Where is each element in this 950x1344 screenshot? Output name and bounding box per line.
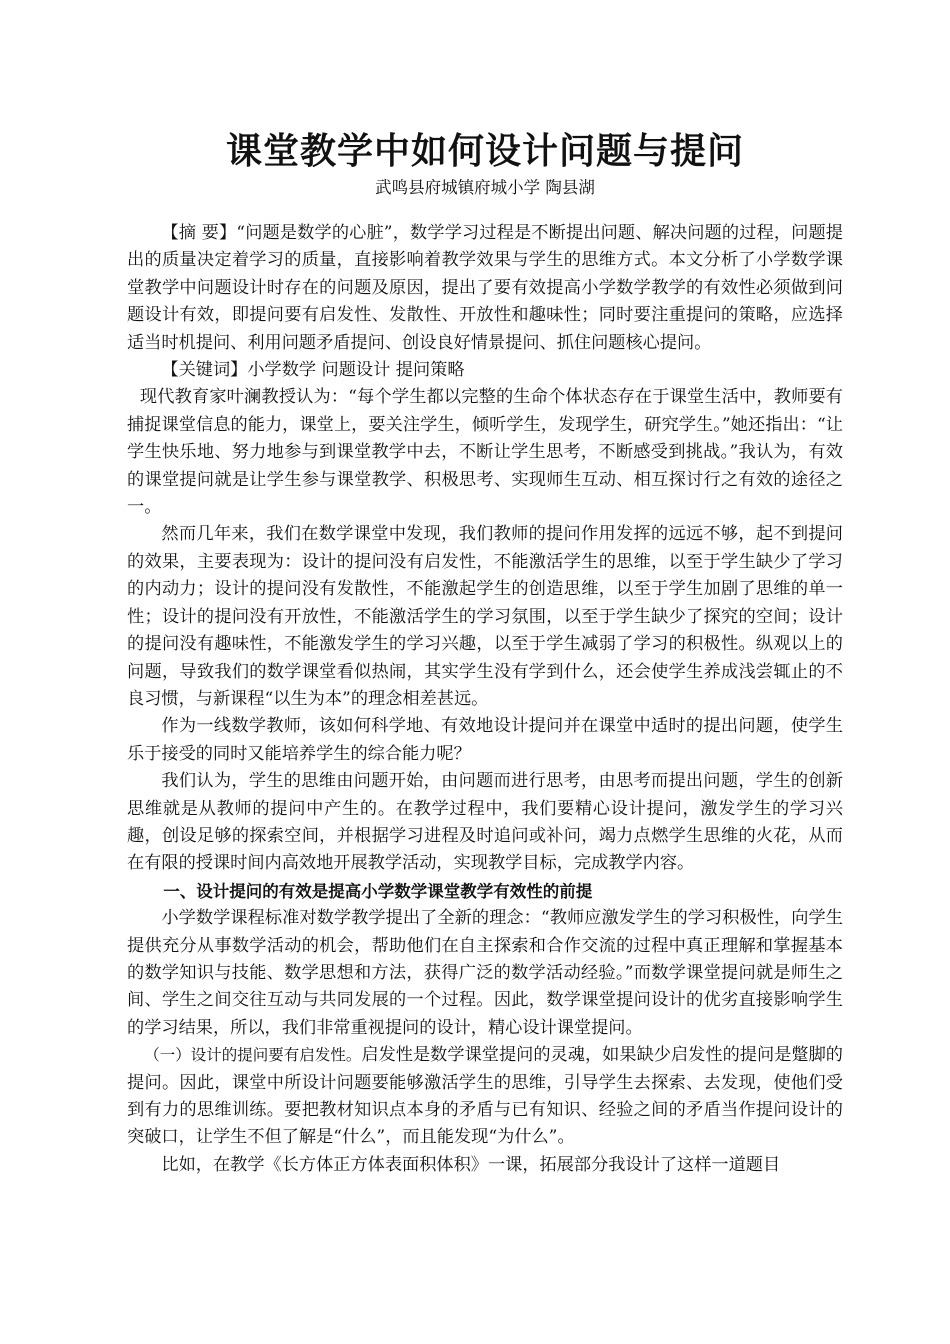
subsection-paragraph	[127, 1042, 843, 1152]
section-paragraph: 小学数学课程标准对数学教学提出了全新的理念：“教师应激发学生的学习积极性，向学生提供充分从事数学活动的机会，帮助他们在自主探索和合作交流的过程中真正理解和掌握基本的数学知识与技能、数学思想和方法，获得广泛的数学活动经验。”而数学课堂提问就是师生之间、学生之间交往互动与共同发展的一个过程。因此，数学课堂提问设计的优劣直接影响学生的学习结果，所以，我们非常重视提问的设计，精心设计课堂提问。	[127, 908, 843, 1038]
document-title: 课堂教学中如何设计问题与提问	[225, 131, 744, 172]
abstract-paragraph: 【摘 要】“问题是数学的心脏”，数学学习过程是不断提出问题、解决问题的过程，问题提出的质量决定着学习的质量，直接影响着教学效果与学生的思维方式。本文分析了小学数学课堂教学中问题设计时存在的问题及原因，提出了要有效提高小学数学教学的有效性必须做到问题设计有效，即提问要有启发性、发散性、开放性和趣味性；同时要注重提问的策略，应选择适当时机提问、利用问题矛盾提问、创设良好情景提问、抓住问题核心提问。	[127, 223, 843, 353]
section-heading: 一、设计提问的有效是提高小学数学课堂教学有效性的前提	[163, 881, 593, 901]
body-paragraph-1: 现代教育家叶澜教授认为：“每个学生都以完整的生命个体状态存在于课堂生活中，教师要有捕捉课堂信息的能力，课堂上，要关注学生，倾听学生，发现学生，研究学生。”她还指出：“让学生快乐地、努力地参与到课堂教学中去，不断让学生思考，不断感受到挑战。”我认为，有效的课堂提问就是让学生参与课堂教学、积极思考、实现师生互动、相互探讨行之有效的途径之一。	[127, 387, 843, 518]
body-paragraph-4: 我们认为，学生的思维由问题开始，由问题而进行思考，由思考而提出问题，学生的创新思维就是从教师的提问中产生的。在教学过程中，我们要精心设计提问，激发学生的学习兴趣，创设足够的探索空间，并根据学习进程及时追问或补问，竭力点燃学生思维的火花，从而在有限的授课时间内高效地开展教学活动，实现教学目标，完成教学内容。	[127, 771, 843, 874]
keywords-line: 【关键词】小学数学 问题设计 提问策略	[161, 360, 465, 381]
subsection-lead: （一）设计的提问要有启发性。	[144, 1046, 362, 1065]
body-paragraph-2: 然而几年来，我们在数学课堂中发现，我们教师的提问作用发挥的远远不够，起不到提问的效果，主要表现为：设计的提问没有启发性，不能激活学生的思维，以至于学生缺少了学习的内动力；设计的提问没有发散性，不能激起学生的创造思维，以至于学生加剧了思维的单一性；设计的提问没有开放性，不能激活学生的学习氛围，以至于学生缺少了探究的空间；设计的提问没有趣味性，不能激发学生的学习兴趣，以至于学生减弱了学习的积极性。纵观以上的问题，导致我们的数学课堂看似热闹，其实学生没有学到什么，还会使学生养成浅尝辄止的不良习惯，与新课程“以生为本”的理念相差甚远。	[127, 524, 843, 709]
author-line: 武鸣县府城镇府城小学 陶县湖	[375, 178, 595, 197]
subsection-text: 启发性是数学课堂提问的灵魂，如果缺少启发性的提问是蹩脚的提问。因此，课堂中所设计问题要能够激活学生的思维，引导学生去探索、去发现，使他们受到有力的思维训练。要把教材知识点本身的矛盾与已有知识、经验之间的矛盾当作提问设计的突破口，让学生不但了解是“什么”，而且能发现“为什么”。	[127, 1045, 843, 1148]
body-paragraph-3: 作为一线数学教师，该如何科学地、有效地设计提问并在课堂中适时的提出问题，使学生乐于接受的同时又能培养学生的综合能力呢？	[127, 716, 843, 764]
document-page	[127, 128, 843, 1179]
last-paragraph: 比如，在教学《长方体正方体表面积体积》一课，拓展部分我设计了这样一道题目	[161, 1154, 781, 1175]
